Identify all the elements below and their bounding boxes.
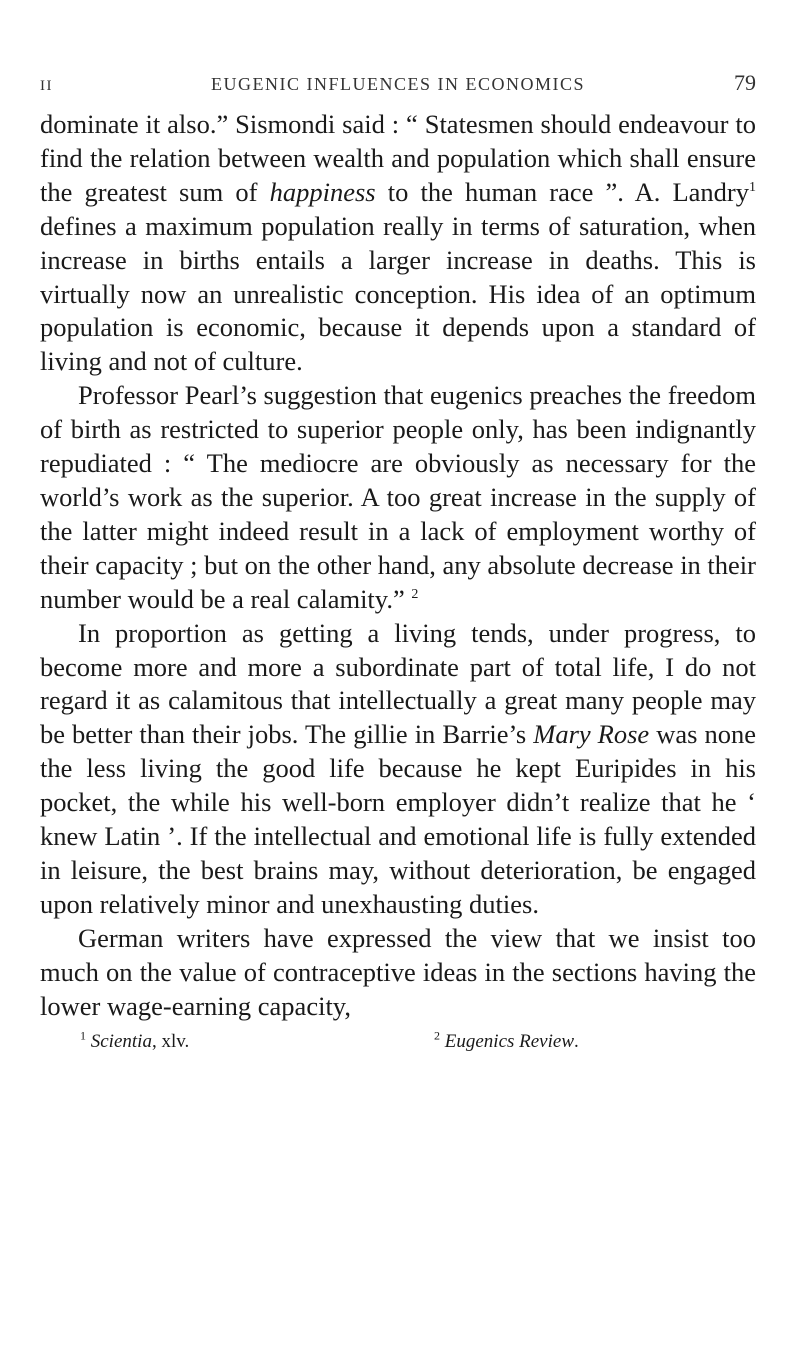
footnote-1-mark: 1 <box>80 1029 86 1044</box>
book-page <box>40 66 756 1059</box>
footnote-2-rest: . <box>574 1031 579 1053</box>
text-run: In proportion as getting a living tends, under progress, to become more and more a subordinate part of total life, I do not regard it as calamitous that intellectually a great many people may be better than their jobs. The gillie in Barrie’s <box>40 617 756 750</box>
footnote-ref: 1 <box>749 179 757 195</box>
paragraph-1 <box>40 108 756 379</box>
footnote-1-title: Scientia <box>90 1031 152 1053</box>
italic-run: Mary Rose <box>533 719 650 750</box>
footnote-1-rest: , xlv. <box>151 1031 190 1053</box>
chapter-number: II <box>40 78 53 94</box>
footnote-1 <box>80 1029 189 1055</box>
footnote-2 <box>434 1029 579 1055</box>
running-title: EUGENIC INFLUENCES IN ECONOMICS <box>211 74 585 94</box>
text-run: defines a maximum population really in terms of saturation, when increase in births entails a larger increase in deaths. This is virtually now an unrealistic conception. His idea of an optimum population is economic, because it depends upon a standard of living and not of culture. <box>40 210 756 377</box>
paragraph-3 <box>40 617 756 922</box>
text-run: was none the less living the good life because he kept Euripides in his pocket, the while his well-born employer didn’t realize that he ‘ knew Latin ’. If the intellectual and emotional life is fully extended in leisure, the best brains may, without deterioration, be engaged upon relatively minor and unexhausting duties. <box>40 719 756 919</box>
footnote-2-mark: 2 <box>434 1029 440 1044</box>
footnote-2-title: Eugenics Review <box>444 1031 575 1053</box>
italic-run: happiness <box>269 176 376 207</box>
text-run: Professor Pearl’s suggestion that eugenics preaches the freedom of birth as restricted to superior people only, has been indignantly repudiated : “ The mediocre are obviously as necessary for the world’s work as the superior. A too great increase in the supply of the latter might indeed result in a lack of employment worthy of their capacity ; but on the other hand, any absolute decrease in their number would be a real calamity.” <box>40 380 756 614</box>
footnote-ref: 2 <box>411 586 419 602</box>
text-run: dominate it also.” Sismondi said : “ Statesmen should endeavour to find the relation between wealth and population which shall ensure the greatest sum of <box>40 109 756 207</box>
paragraph-4 <box>40 922 756 1024</box>
text-run: German writers have expressed the view that we insist too much on the value of contraceptive ideas in the sections having the lower wage-earning capacity, <box>40 922 756 1021</box>
text-run: to the human race ”. A. Landry <box>375 176 750 207</box>
paragraph-2 <box>40 379 756 616</box>
page-number: 79 <box>734 70 756 95</box>
running-header <box>40 66 756 102</box>
body-text <box>40 108 756 1023</box>
footnotes <box>40 1029 756 1059</box>
